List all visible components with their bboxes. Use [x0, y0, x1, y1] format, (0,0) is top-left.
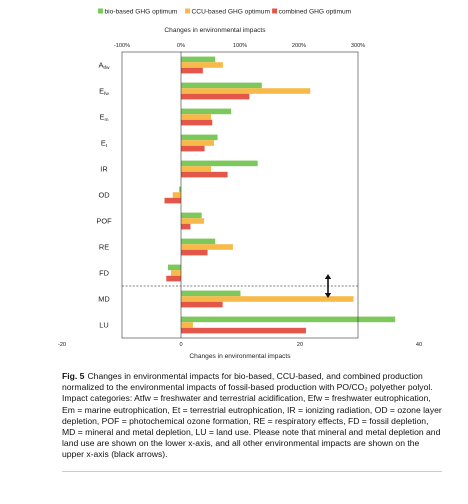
category-label-OD: OD	[98, 190, 110, 200]
bottom-tick-label: -20	[57, 342, 67, 348]
bar-MD-2	[181, 302, 223, 308]
top-tick-label: 300%	[350, 43, 366, 49]
caption-divider	[62, 471, 442, 472]
bar-POF-2	[181, 224, 190, 230]
bars	[164, 57, 395, 334]
figure-caption	[62, 371, 442, 461]
bar-POF-1	[181, 218, 204, 224]
bar-Efw-1	[181, 88, 310, 94]
legend-swatch-0	[98, 9, 103, 14]
bar-FD-0	[168, 265, 181, 271]
bar-OD-2	[164, 198, 181, 204]
arrow-up-icon	[325, 274, 331, 279]
bottom-tick-label: 40	[415, 342, 423, 348]
category-label-Em: $E_m$	[99, 112, 109, 124]
category-label-RE: RE	[98, 242, 110, 252]
bar-Em-0	[181, 109, 231, 115]
bar-Em-1	[181, 114, 211, 120]
category-label-MD: MD	[98, 294, 110, 304]
legend-label-0: bio-based GHG optimum	[104, 8, 178, 16]
top-axis	[114, 43, 365, 49]
category-label-Afw: $A_{tfw}$	[98, 60, 110, 72]
bottom-tick-label: 0	[179, 342, 183, 348]
bar-Et-1	[181, 140, 214, 146]
bar-IR-1	[181, 166, 211, 172]
bar-OD-1	[173, 192, 181, 198]
bar-RE-1	[181, 244, 233, 250]
bar-LU-1	[181, 322, 193, 328]
top-tick-label: -100%	[113, 43, 131, 49]
bar-FD-2	[166, 276, 181, 282]
top-axis-title: Changes in environmental impacts	[164, 27, 266, 34]
bar-FD-1	[171, 270, 181, 276]
category-label-LU: LU	[99, 320, 109, 330]
figure-label: Fig. 5	[62, 371, 85, 381]
bottom-tick-label: 20	[296, 342, 304, 348]
bottom-axis	[58, 342, 468, 348]
category-label-FD: FD	[99, 268, 109, 278]
bar-Em-2	[181, 120, 212, 126]
chart-legend	[98, 8, 352, 15]
bar-Afw-0	[181, 57, 215, 63]
bar-Et-2	[181, 146, 205, 152]
bar-RE-0	[181, 239, 215, 245]
top-tick-label: 100%	[232, 43, 248, 49]
bar-LU-2	[181, 328, 306, 334]
bar-MD-0	[181, 291, 241, 297]
bar-IR-0	[181, 161, 258, 167]
category-labels	[96, 60, 112, 329]
category-label-POF: POF	[96, 216, 112, 226]
bar-Et-0	[181, 135, 218, 141]
bottom-axis-title: Changes in environmental impacts	[189, 353, 291, 360]
bar-LU-0	[181, 317, 395, 323]
bar-IR-2	[181, 172, 228, 178]
legend-label-2: combined GHG optimum	[278, 8, 352, 16]
bar-RE-2	[181, 250, 208, 256]
category-label-IR: IR	[100, 164, 108, 174]
bar-POF-0	[181, 213, 202, 219]
top-tick-label: 0%	[176, 43, 186, 49]
legend-swatch-1	[185, 9, 190, 14]
category-label-Efw: $E_{fw}$	[99, 86, 109, 98]
bar-Efw-0	[181, 83, 262, 89]
category-label-Et: $E_t$	[100, 138, 108, 150]
caption-text: Changes in environmental impacts for bio-based, CCU-based, and combined production normalized to the environmental impacts of fossil-based production with PO/CO₂ polyether polyol. Impact categories: Atfw = freshwater and terrestrial acidification, Efw = freshwater eutrophication, Em = marine eutrophication, Et = terrestrial eutrophication, IR = ionizing radiation, OD = ozone layer depletion, POF = photochemical ozone formation, RE = respiratory effects, FD = fossil depletion, MD = mineral and metal depletion, LU = land use. Please note that mineral and metal depletion and land use are shown on the lower x-axis, and all other environmental impacts are shown on the upper x-axis (black arrows).	[62, 371, 442, 460]
bar-Afw-1	[181, 62, 223, 68]
bar-Efw-2	[181, 94, 249, 100]
legend-label-1: CCU-based GHG optimum	[191, 8, 270, 16]
top-tick-label: 200%	[291, 43, 307, 49]
bar-Afw-2	[181, 68, 203, 74]
legend-swatch-2	[272, 9, 277, 14]
